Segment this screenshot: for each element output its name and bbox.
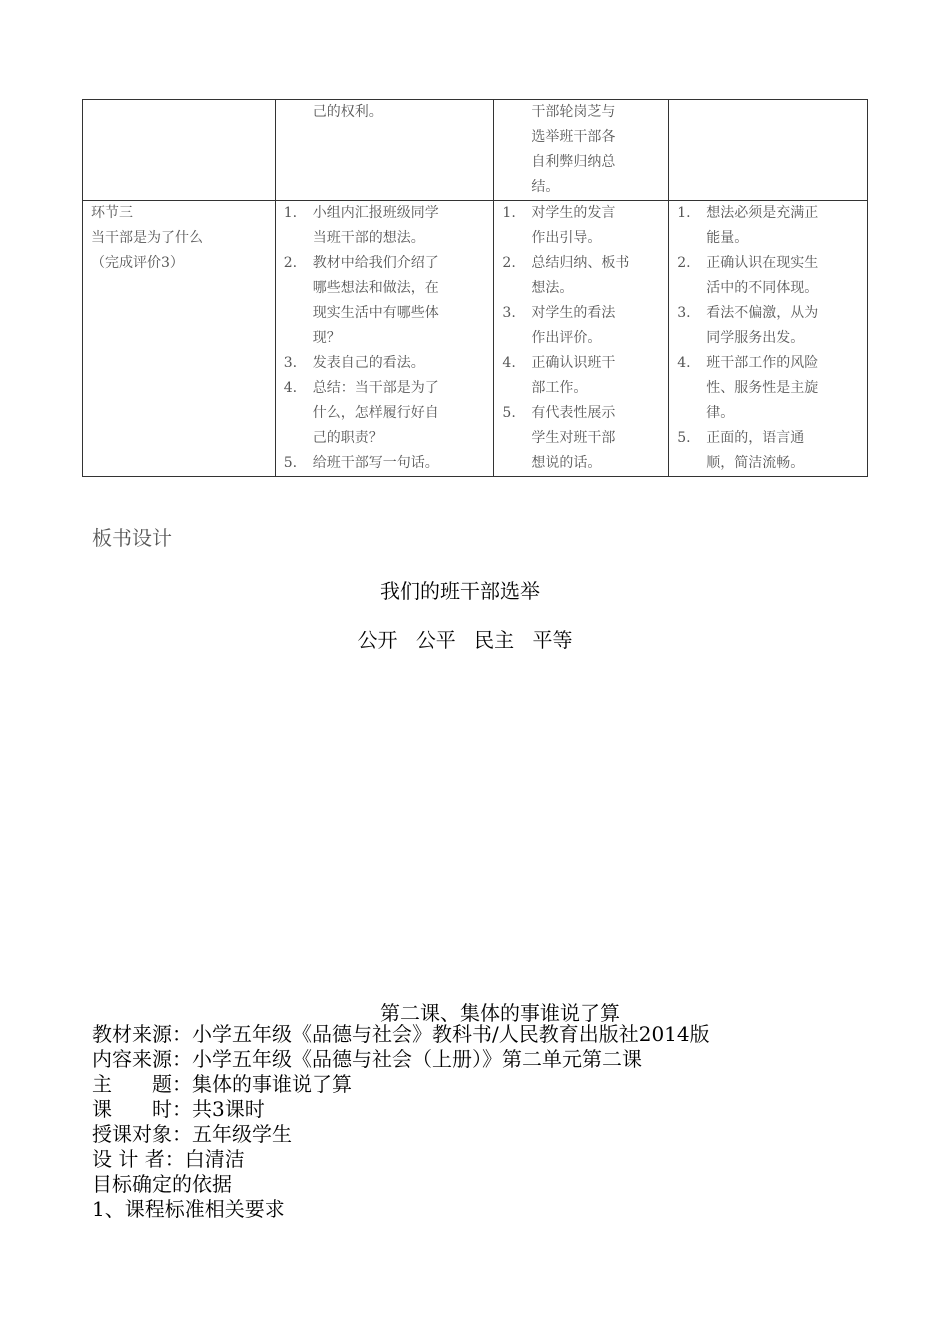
list-item-text: 班干部工作的风险 — [706, 355, 819, 371]
list-item — [669, 351, 867, 426]
cell-text: 干部轮岗芝与 — [531, 104, 616, 120]
teacher-activities-cell — [494, 201, 669, 477]
info-line: 设 计 者：白清洁 — [92, 1147, 245, 1171]
list-item — [494, 301, 668, 351]
lesson-plan-table — [82, 99, 868, 477]
info-line: 授课对象：五年级学生 — [92, 1122, 292, 1146]
list-item-text: 正面的，语言通 — [706, 430, 805, 446]
list-item-text: 性、服务性是主旋 — [706, 380, 819, 396]
list-item — [669, 201, 867, 251]
list-item-text: 正确认识在现实生 — [706, 255, 819, 271]
list-item-number: 3. — [283, 355, 298, 371]
list-item-text: 对学生的看法 — [531, 305, 616, 321]
list-item-text: 作出评价。 — [531, 330, 602, 346]
list-item-number: 4. — [677, 355, 691, 371]
table-row — [83, 201, 868, 477]
list-item-text: 有代表性展示 — [531, 405, 616, 421]
stage-label: （完成评价3） — [91, 255, 184, 271]
evaluation-list — [669, 201, 867, 476]
list-item-number: 4. — [502, 355, 516, 371]
list-item-number: 2. — [502, 255, 516, 271]
list-item-number: 5. — [677, 430, 691, 446]
list-item-number: 5. — [283, 455, 298, 471]
table-cell-empty — [669, 100, 868, 201]
list-item-text: 看法不偏激，从为 — [706, 305, 819, 321]
list-item-text: 想法。 — [531, 280, 574, 296]
list-item — [494, 401, 668, 476]
list-item-text: 对学生的发言 — [531, 205, 616, 221]
list-item-number: 3. — [677, 305, 691, 321]
list-item-text: 什么，怎样履行好自 — [312, 405, 439, 421]
list-item-number: 5. — [502, 405, 516, 421]
list-item-number: 1. — [283, 205, 298, 221]
list-item-text: 同学服务出发。 — [706, 330, 805, 346]
list-item — [276, 351, 494, 376]
list-item-text: 总结：当干部是为了 — [312, 380, 439, 396]
board-title: 我们的班干部选举 — [380, 579, 540, 603]
teacher-activities-list — [494, 201, 668, 476]
stage-label: 环节三 — [91, 205, 133, 221]
list-item — [669, 251, 867, 301]
board-keyword: 民主 — [474, 628, 515, 652]
list-item — [276, 451, 494, 476]
list-item-number: 1. — [677, 205, 691, 221]
info-line: 1、课程标准相关要求 — [92, 1197, 285, 1221]
stage-cell — [83, 201, 276, 477]
list-item — [494, 201, 668, 251]
student-activities-cell — [275, 201, 494, 477]
list-item-number: 4. — [283, 380, 298, 396]
list-item — [669, 426, 867, 476]
list-item-text: 现实生活中有哪些体 — [312, 305, 439, 321]
list-item-text: 现？ — [312, 330, 341, 346]
list-item-text: 教材中给我们介绍了 — [312, 255, 439, 271]
stage-label: 当干部是为了什么 — [91, 230, 203, 246]
list-item-text: 发表自己的看法。 — [312, 355, 425, 371]
cell-text: 自利弊归纳总 — [531, 154, 616, 170]
board-keyword: 平等 — [532, 628, 573, 652]
table-cell-empty — [83, 100, 276, 201]
table-cell — [275, 100, 494, 201]
list-item-text: 哪些想法和做法，在 — [312, 280, 439, 296]
list-item — [276, 376, 494, 451]
board-keyword: 公开 — [357, 628, 398, 652]
list-item-number: 3. — [502, 305, 516, 321]
list-item-text: 想法必须是充满正 — [706, 205, 819, 221]
cell-text: 选举班干部各 — [531, 129, 616, 145]
list-item-text: 活中的不同体现。 — [706, 280, 819, 296]
info-line: 目标确定的依据 — [92, 1172, 232, 1196]
info-line: 课 时：共3课时 — [92, 1097, 265, 1121]
list-item-text: 学生对班干部 — [531, 430, 616, 446]
lesson-title: 第二课、集体的事谁说了算 — [380, 1001, 620, 1025]
info-line: 内容来源：小学五年级《品德与社会（上册）》第二单元第二课 — [92, 1047, 642, 1071]
board-keywords — [0, 624, 930, 653]
cell-text: 己的权利。 — [312, 104, 383, 120]
list-item-text: 律。 — [706, 405, 735, 421]
list-item-number: 1. — [502, 205, 516, 221]
list-item-text: 部工作。 — [531, 380, 588, 396]
lesson-info — [92, 1022, 710, 1222]
list-item — [669, 301, 867, 351]
list-item-text: 能量。 — [706, 230, 749, 246]
table-cell — [494, 100, 669, 201]
board-keyword: 公平 — [415, 628, 456, 652]
list-item-text: 顺，简洁流畅。 — [706, 455, 805, 471]
board-heading: 板书设计 — [92, 526, 172, 550]
list-item-text: 想说的话。 — [531, 455, 602, 471]
list-item-text: 当班干部的想法。 — [312, 230, 425, 246]
list-item-text: 总结归纳、板书 — [531, 255, 630, 271]
info-line: 主 题：集体的事谁说了算 — [92, 1072, 352, 1096]
student-activities-list — [276, 201, 494, 476]
list-item-number: 2. — [677, 255, 691, 271]
list-item-text: 小组内汇报班级同学 — [312, 205, 439, 221]
cell-text: 结。 — [531, 179, 560, 195]
list-item-text: 正确认识班干 — [531, 355, 616, 371]
list-item-number: 2. — [283, 255, 298, 271]
list-item — [276, 251, 494, 351]
evaluation-cell — [669, 201, 868, 477]
list-item — [494, 351, 668, 401]
table-row — [83, 100, 868, 201]
list-item-text: 己的职责？ — [312, 430, 383, 446]
list-item-text: 给班干部写一句话。 — [312, 455, 439, 471]
list-item-text: 作出引导。 — [531, 230, 602, 246]
info-line: 教材来源：小学五年级《品德与社会》教科书/人民教育出版社2014版 — [92, 1022, 710, 1046]
list-item — [494, 251, 668, 301]
list-item — [276, 201, 494, 251]
